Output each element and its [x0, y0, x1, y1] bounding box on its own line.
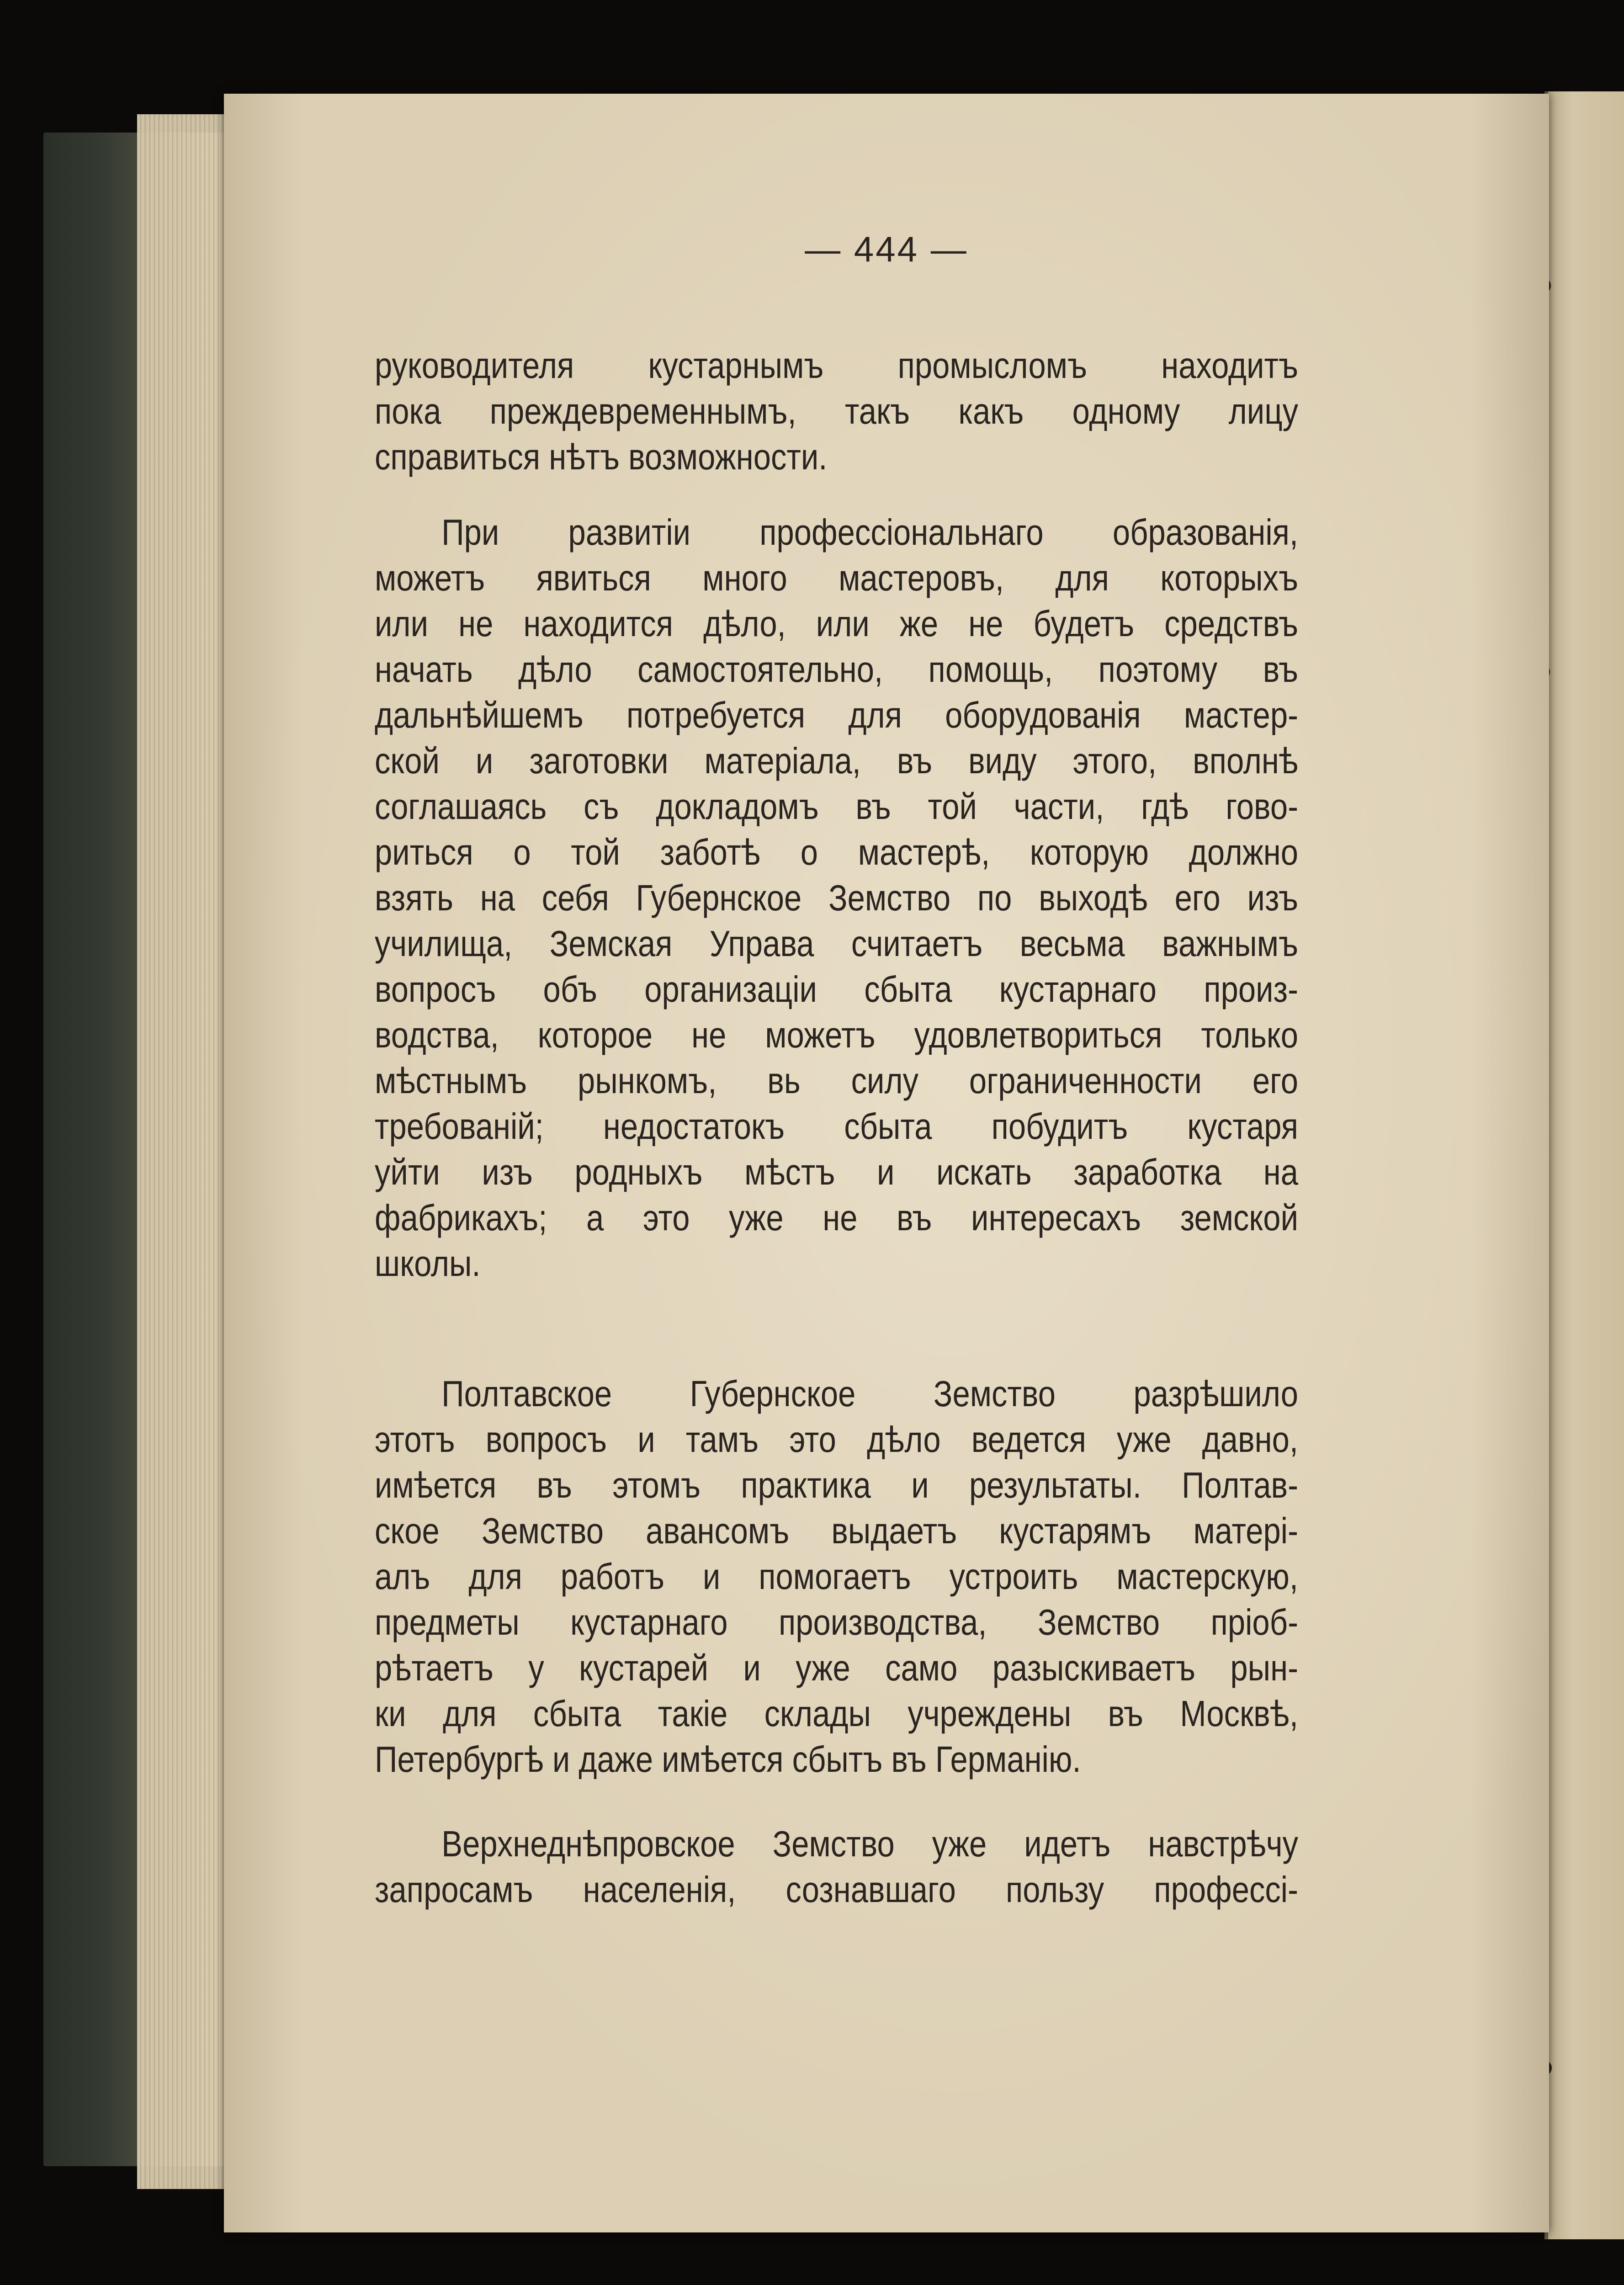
text-line: Полтавское Губернское Земство разрѣшило: [441, 1373, 1299, 1414]
text-line: ской и заготовки матеріала, въ виду этого, вполнѣ: [375, 740, 1298, 781]
text-line: училища, Земская Управа считаетъ весьма важнымъ: [375, 923, 1298, 964]
text-line: руководителя кустарнымъ промысломъ находитъ: [375, 345, 1298, 386]
text-line: запросамъ населенія, сознавшаго пользу профессі-: [375, 1869, 1298, 1910]
text-line: дальнѣйшемъ потребуется для оборудованія мастер-: [375, 695, 1298, 735]
text-line: уйти изъ родныхъ мѣстъ и искать заработка на: [375, 1152, 1298, 1192]
text-line: алъ для работъ и помогаетъ устроить мастерскую,: [375, 1556, 1298, 1597]
text-line: ское Земство авансомъ выдаетъ кустарямъ матері-: [375, 1510, 1298, 1551]
text-line: мѣстнымъ рынкомъ, вь силу ограниченности его: [375, 1060, 1298, 1101]
text-line: взять на себя Губернское Земство по выходѣ его изъ: [375, 877, 1298, 918]
text-line: школы.: [375, 1243, 481, 1284]
text-line: требованій; недостатокъ сбыта побудитъ кустаря: [375, 1106, 1298, 1147]
text-line: можетъ явиться много мастеровъ, для которыхъ: [375, 558, 1298, 598]
text-line: фабрикахъ; а это уже не въ интересахъ земской: [375, 1197, 1298, 1238]
text-line: Верхнеднѣпровское Земство уже идетъ навстрѣчу: [441, 1823, 1299, 1864]
book-page: [224, 94, 1549, 2232]
text-line: или не находится дѣло, или же не будетъ средствъ: [375, 603, 1298, 644]
facing-page-edge: [1544, 91, 1624, 2239]
text-line: водства, которое не можетъ удовлетвориться только: [375, 1015, 1298, 1055]
text-line: ки для сбыта такіе склады учреждены въ Москвѣ,: [375, 1693, 1298, 1734]
text-line: рѣтаетъ у кустарей и уже само разыскиваетъ рын-: [375, 1647, 1298, 1688]
text-line: Петербургѣ и даже имѣется сбытъ въ Германію.: [375, 1739, 1081, 1780]
text-line: имѣется въ этомъ практика и результаты. Полтав-: [375, 1465, 1298, 1505]
text-line: вопросъ объ организаціи сбыта кустарнаго произ-: [375, 969, 1298, 1010]
text-line: этотъ вопросъ и тамъ это дѣло ведется уже давно,: [375, 1419, 1298, 1460]
text-line: соглашаясь съ докладомъ въ той части, гдѣ гово-: [375, 786, 1298, 827]
text-line: пока преждевременнымъ, такъ какъ одному лицу: [375, 391, 1298, 431]
text-line: начать дѣло самостоятельно, помощь, поэтому въ: [375, 649, 1298, 690]
page-number: — 444 —: [805, 229, 968, 269]
text-line: риться о той заботѣ о мастерѣ, которую должно: [375, 832, 1298, 872]
text-line: предметы кустарнаго производства, Земство пріоб-: [375, 1602, 1298, 1642]
text-line: справиться нѣтъ возможности.: [375, 436, 828, 477]
text-line: При развитіи профессіональнаго образованія,: [441, 512, 1299, 553]
